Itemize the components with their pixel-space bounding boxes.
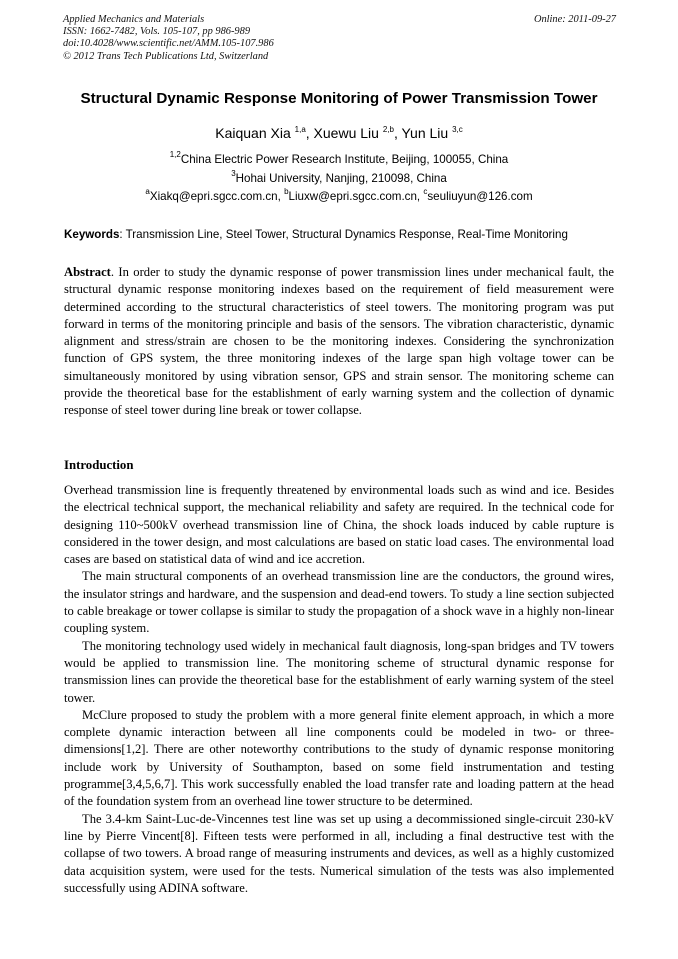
- author-affiliation-mark: 2,b: [382, 125, 394, 134]
- email-list: [0, 187, 678, 204]
- journal-copyright: © 2012 Trans Tech Publications Ltd, Switzerland: [63, 50, 269, 62]
- keywords-text: : Transmission Line, Steel Tower, Structural Dynamics Response, Real-Time Monitoring: [119, 228, 568, 241]
- affiliation-text: Hohai University, Nanjing, 210098, China: [235, 172, 447, 185]
- affiliation-mark: 1,2: [169, 150, 181, 159]
- affiliation: [0, 150, 678, 167]
- journal-name: Applied Mechanics and Materials: [63, 14, 205, 25]
- abstract: [64, 264, 614, 420]
- abstract-text: . In order to study the dynamic response of power transmission lines under mechanical fault, the structural dynamic response monitoring indexes based on the requirement of field measurement were determined according to the structural characteristics of steel towers. The monitoring program was put forward in terms of the monitoring principle and basis of the sensors. The vibration characteristic, dynamic alignment and stress/strain are chosen to be the monitoring indexes. Considering the synchronization function of GPS system, the three monitoring indexes of the large span high voltage tower can be simultaneously monitored by using vibration sensor, GPS and strain sensor. The monitoring scheme can provide the theoretical base for the establishment of early warning system and the collection of dynamic response of steel tower during line break or tower collapse.: [64, 265, 614, 418]
- paragraph: The monitoring technology used widely in mechanical fault diagnosis, long-span bridges and TV towers would be applied to transmission line. The monitoring scheme of structural dynamic response for transmission lines can provide the theoretical base for the establishment of early warning system of the steel tower.: [64, 638, 614, 705]
- paragraph: McClure proposed to study the problem with a more general finite element approach, in which a more complete dynamic interaction between all line components could be modeled in two- or three-dimensions[1,2]. There are other noteworthy contributions to the study of dynamic response monitoring include work by University of Southampton, based on some field instrumentation and testing programme[3,4,5,6,7]. This work successfully enabled the load transfer rate and loading pattern at the head of the foundation system from an overhead line tower structure to be determined.: [64, 707, 614, 809]
- paper-title: Structural Dynamic Response Monitoring of Power Transmission Tower: [80, 90, 598, 107]
- email-separator: ,: [277, 190, 285, 203]
- email-address: Xiakq@epri.sgcc.com.cn: [149, 190, 278, 203]
- paragraph: Overhead transmission line is frequently threatened by environmental loads such as wind and ice. Besides the electrical technical support, the mechanical reliability and safety are required. In the technical code for designing 110~500kV overhead transmission line of China, the shock loads induced by cable rupture is considered in the tower design, and most calculations are based on static load cases. The environmental load cases are based on statistical data of wind and ice accretion.: [64, 483, 614, 567]
- email-address: Liuxw@epri.sgcc.com.cn: [288, 190, 417, 203]
- journal-info: [63, 14, 274, 63]
- author-separator: ,: [393, 125, 402, 141]
- email-mark: b: [284, 187, 289, 196]
- author-affiliation-mark: 1,a: [294, 125, 306, 134]
- section-heading-introduction: Introduction: [64, 458, 134, 472]
- affiliation-text: China Electric Power Research Institute, Beijing, 100055, China: [180, 153, 509, 166]
- abstract-label: Abstract: [64, 265, 111, 279]
- email-mark: c: [423, 187, 428, 196]
- author-name: Yun Liu: [401, 125, 449, 141]
- online-date: Online: 2011-09-27: [533, 14, 616, 25]
- affiliation-mark: 3: [231, 169, 236, 178]
- keywords-label: Keywords: [64, 228, 120, 241]
- journal-doi: doi:10.4028/www.scientific.net/AMM.105-107.986: [63, 38, 274, 50]
- journal-issn: ISSN: 1662-7482, Vols. 105-107, pp 986-989: [63, 26, 251, 38]
- keywords: [64, 228, 568, 242]
- email-separator: ,: [416, 190, 424, 203]
- author-name: Kaiquan Xia: [215, 125, 291, 141]
- author-name: Xuewu Liu: [313, 125, 379, 141]
- affiliation: [0, 169, 678, 186]
- author-list: [0, 124, 678, 142]
- email-mark: a: [145, 187, 150, 196]
- author-separator: ,: [305, 125, 314, 141]
- email-address: seuliuyun@126.com: [427, 190, 533, 203]
- paragraph: The 3.4-km Saint-Luc-de-Vincennes test line was set up using a decommissioned single-circuit 230-kV line by Pierre Vincent[8]. Fifteen tests were performed in all, including a final destructive test with the collapse of two towers. A broad range of measuring instruments and devices, as well as a highly customized data acquisition system, were used for the tests. Numerical simulation of the tests was also implemented successfully using ADINA software.: [64, 811, 614, 895]
- introduction-body: [64, 482, 614, 897]
- paragraph: The main structural components of an overhead transmission line are the conductors, the ground wires, the insulator strings and hardware, and the suspension and dead-end towers. To study a line section subjected to cable breakage or tower collapse is similar to study the propagation of a shock wave in a highly non-linear coupling system.: [64, 569, 614, 636]
- author-affiliation-mark: 3,c: [452, 125, 463, 134]
